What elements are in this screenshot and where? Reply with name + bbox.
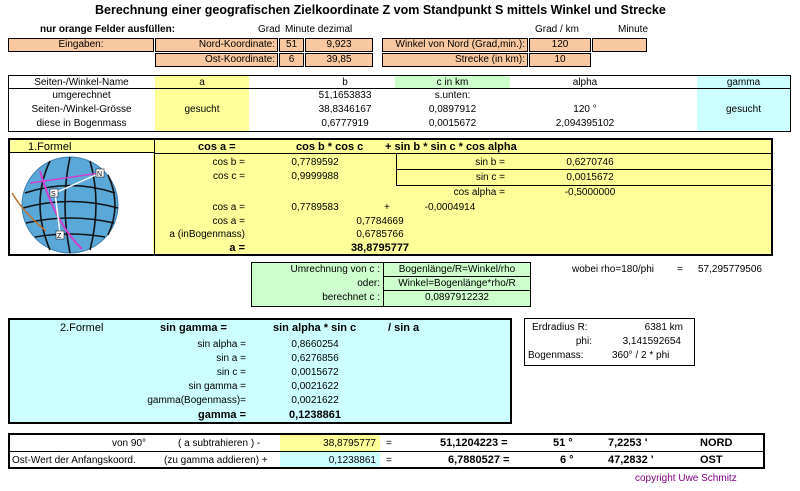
nord-grad-field[interactable]: 51 (279, 38, 304, 52)
row2-b: 38,8346167 (318, 104, 372, 115)
r1-value: 38,8795777 (323, 438, 376, 449)
f2-r3-label: sin c = (216, 367, 246, 378)
row2-c: 0,0897912 (428, 104, 477, 115)
winkel-label: Winkel von Nord (Grad,min.): (382, 38, 528, 52)
hdr-gamma: gamma (726, 77, 761, 88)
hdr-a: a (199, 77, 205, 88)
umr-v3: 0,0897912232 (425, 292, 489, 303)
cosc-value: 0,9999988 (291, 171, 339, 182)
umr-v2: Winkel=Bogenlänge*rho/R (398, 278, 516, 289)
winkel-minute-field[interactable] (592, 38, 647, 52)
hdr-name: Seiten-/Winkel-Name (34, 77, 129, 88)
f2-r4-label: sin gamma = (188, 381, 246, 392)
f2-r5-label: gamma(Bogenmass)= (147, 395, 246, 406)
erd-bog-label: Bogenmass: (528, 350, 584, 361)
cosalpha-value: -0,5000000 (564, 187, 616, 198)
r2-label: Ost-Wert der Anfangskoord. (12, 455, 136, 466)
r2-result: 6,7880527 = (448, 454, 510, 466)
cosa2-label: cos a = (212, 216, 245, 227)
strecke-label: Strecke (in km): (382, 53, 528, 67)
cosa1-value: 0,7789583 (291, 202, 339, 213)
erd-bog-value: 360° / 2 * phi (612, 350, 670, 361)
f1-rhs2: + sin b * sin c * cos alpha (385, 141, 517, 153)
plus-sign: + (384, 202, 390, 213)
sinc-value: 0,0015672 (566, 172, 614, 183)
minute-header: Minute dezimal (285, 24, 353, 35)
r1-result: 51,1204223 = (440, 437, 508, 449)
svg-text:Z: Z (57, 233, 62, 240)
formel1-header: 1.Formel (28, 141, 72, 153)
gradkm-header: Grad / km (535, 24, 579, 35)
umr-v1: Bogenlänge/R=Winkel/rho (398, 264, 516, 275)
r1-eq: = (386, 438, 392, 449)
strecke-field[interactable]: 10 (529, 53, 591, 67)
r2-eq: = (386, 455, 392, 466)
f1-rhs: cos b * cos c (296, 141, 364, 153)
abog-value: 0,6785766 (356, 229, 404, 240)
cosb-label: cos b = (212, 157, 245, 168)
hdr-b: b (342, 77, 348, 88)
row1-c: s.unten: (434, 90, 471, 101)
r1-op: ( a subtrahieren ) - (178, 438, 261, 449)
f2-r5-value: 0,0021622 (291, 395, 339, 406)
f2-rhs: sin alpha * sin c (273, 322, 357, 334)
winkel-field[interactable]: 120 (529, 38, 591, 52)
f2-r1-label: sin alpha = (197, 339, 246, 350)
rho-label: wobei rho=180/phi (572, 264, 655, 275)
row2-a: gesucht (184, 104, 220, 115)
erd-phi-label: phi: (575, 336, 592, 347)
ost-minute-field[interactable]: 39,85 (305, 53, 373, 67)
svg-text:N: N (97, 171, 103, 178)
hdr-alpha: alpha (572, 77, 598, 88)
cosa1-label: cos a = (212, 202, 245, 213)
f2-r6-value: 0,1238861 (289, 409, 341, 421)
cosb-value: 0,7789592 (291, 157, 339, 168)
r1-minutes: 7,2253 ' (608, 437, 648, 449)
row3-b: 0,6777919 (321, 118, 369, 129)
hint-text: nur orange Felder ausfüllen: (40, 24, 176, 35)
sinb-label: sin b = (475, 157, 505, 168)
umr-l2: oder: (357, 278, 380, 289)
formel2-header: 2.Formel (60, 322, 104, 334)
ost-grad-field[interactable]: 6 (279, 53, 304, 67)
r1-degrees: 51 ° (553, 437, 573, 449)
erd-r-label: Erdradius R: (532, 322, 588, 333)
a-value: 38,8795777 (350, 242, 410, 254)
r1-direction: NORD (700, 437, 733, 449)
f2-r6-label: gamma = (198, 409, 246, 421)
globe-area (10, 153, 153, 254)
row1-label: umgerechnet (52, 90, 111, 101)
sinc-label: sin c = (475, 172, 505, 183)
f2-r2-value: 0,6276856 (291, 353, 339, 364)
r2-direction: OST (700, 454, 723, 466)
f2-r2-label: sin a = (216, 353, 246, 364)
f2-rhs2: / sin a (388, 322, 420, 334)
f2-r4-value: 0,0021622 (291, 381, 339, 392)
svg-text:S: S (51, 191, 56, 198)
row2-alpha: 120 ° (573, 104, 597, 115)
grad-header: Grad (258, 24, 281, 35)
umr-l1: Umrechnung von c : (290, 264, 380, 275)
copyright-text: copyright Uwe Schmitz (635, 473, 737, 484)
nord-label: Nord-Koordinate: (155, 38, 278, 52)
rho-value: 57,295779506 (698, 264, 762, 275)
erd-phi-value: 3,141592654 (622, 336, 681, 347)
row2-label: Seiten-/Winkel-Grösse (31, 104, 132, 115)
cosalpha-label: cos alpha = (453, 187, 505, 198)
row3-label: diese in Bogenmass (36, 118, 127, 129)
ost-label: Ost-Koordinate: (155, 53, 278, 67)
row1-b: 51,1653833 (318, 90, 372, 101)
row3-alpha: 2,094395102 (555, 118, 615, 129)
globe-icon (10, 153, 153, 254)
cosa1-value2: -0,0004914 (424, 202, 476, 213)
page-title: Berechnung einer geografischen Zielkoordinate Z vom Standpunkt S mittels Winkel und Strecke (95, 3, 666, 17)
f2-r1-value: 0,8660254 (291, 339, 339, 350)
f2-r3-value: 0,0015672 (291, 367, 339, 378)
sinb-value: 0,6270746 (566, 157, 614, 168)
row2-gamma: gesucht (725, 104, 762, 115)
umr-l3: berechnet c : (322, 292, 380, 303)
erd-r-value: 6381 km (644, 322, 683, 333)
eingaben-label: Eingaben: (8, 38, 154, 52)
minute2-header: Minute (618, 24, 649, 35)
r2-value: 0,1238861 (328, 455, 376, 466)
r1-label: von 90° (112, 438, 147, 449)
cosa2-value: 0,7784669 (356, 216, 404, 227)
rho-eq: = (677, 264, 683, 275)
abog-label: a (inBogenmass) (169, 229, 245, 240)
nord-minute-field[interactable]: 9,923 (305, 38, 373, 52)
r2-minutes: 47,2832 ' (608, 454, 654, 466)
header-divider (9, 88, 790, 89)
f1-lhs: cos a = (198, 141, 236, 153)
r2-degrees: 6 ° (560, 454, 574, 466)
row3-c: 0,0015672 (428, 118, 477, 129)
f2-lhs: sin gamma = (160, 322, 227, 334)
r2-op: (zu gamma addieren) + (164, 455, 268, 466)
a-label: a = (229, 242, 245, 254)
cosc-label: cos c = (213, 171, 245, 182)
hdr-c: c in km (436, 77, 469, 88)
